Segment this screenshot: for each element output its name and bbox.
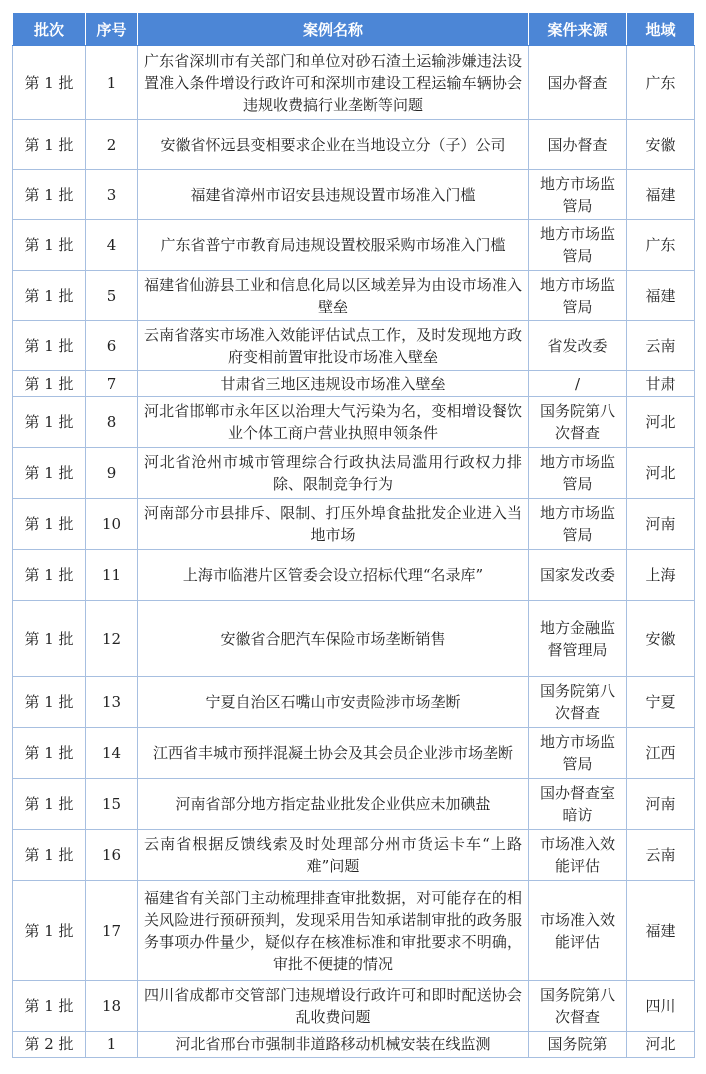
cell-region: 安徽 xyxy=(627,120,695,170)
cell-name: 安徽省合肥汽车保险市场垄断销售 xyxy=(138,601,529,677)
cell-batch: 第 1 批 xyxy=(13,170,86,220)
cell-batch: 第 1 批 xyxy=(13,448,86,499)
cell-batch: 第 1 批 xyxy=(13,271,86,321)
cell-region: 河南 xyxy=(627,779,695,830)
cell-name: 上海市临港片区管委会设立招标代理“名录库” xyxy=(138,550,529,601)
header-source: 案件来源 xyxy=(529,13,627,46)
cell-name: 河南部分市县排斥、限制、打压外埠食盐批发企业进入当地市场 xyxy=(138,499,529,550)
header-name: 案例名称 xyxy=(138,13,529,46)
cell-source: 国务院第 xyxy=(529,1032,627,1058)
table-row xyxy=(13,981,695,1032)
cell-seq: 1 xyxy=(86,1032,138,1058)
table-row xyxy=(13,120,695,170)
cell-source: 国务院第八次督查 xyxy=(529,981,627,1032)
table-row xyxy=(13,448,695,499)
cell-name: 云南省根据反馈线索及时处理部分州市货运卡车“上路难”问题 xyxy=(138,830,529,881)
cell-source: 省发改委 xyxy=(529,321,627,371)
cell-seq: 16 xyxy=(86,830,138,881)
cell-name: 河北省邢台市强制非道路移动机械安装在线监测 xyxy=(138,1032,529,1058)
cell-batch: 第 1 批 xyxy=(13,499,86,550)
cell-region: 广东 xyxy=(627,46,695,120)
cell-region: 安徽 xyxy=(627,601,695,677)
cell-source: 国务院第八次督查 xyxy=(529,397,627,448)
cell-name: 福建省仙游县工业和信息化局以区域差异为由设市场准入壁垒 xyxy=(138,271,529,321)
table-row xyxy=(13,677,695,728)
cell-seq: 7 xyxy=(86,371,138,397)
cell-region: 江西 xyxy=(627,728,695,779)
cell-batch: 第 1 批 xyxy=(13,677,86,728)
cell-seq: 2 xyxy=(86,120,138,170)
cell-source: 国家发改委 xyxy=(529,550,627,601)
cell-region: 宁夏 xyxy=(627,677,695,728)
cell-region: 福建 xyxy=(627,271,695,321)
table-row xyxy=(13,170,695,220)
cell-seq: 15 xyxy=(86,779,138,830)
cell-name: 河南省部分地方指定盐业批发企业供应未加碘盐 xyxy=(138,779,529,830)
cell-seq: 4 xyxy=(86,220,138,271)
table-row xyxy=(13,728,695,779)
cell-batch: 第 1 批 xyxy=(13,46,86,120)
cell-name: 广东省深圳市有关部门和单位对砂石渣土运输涉嫌违法设置准入条件增设行政许可和深圳市建设工程运输车辆协会违规收费搞行业垄断等问题 xyxy=(138,46,529,120)
cell-batch: 第 1 批 xyxy=(13,881,86,981)
cell-name: 福建省有关部门主动梳理排查审批数据，对可能存在的相关风险进行预研预判，发现采用告知承诺制审批的政务服务事项办件量少，疑似存在核准标准和审批要求不明确，审批不便捷的情况 xyxy=(138,881,529,981)
cell-seq: 3 xyxy=(86,170,138,220)
cell-region: 河北 xyxy=(627,448,695,499)
cell-name: 甘肃省三地区违规设市场准入壁垒 xyxy=(138,371,529,397)
case-table xyxy=(12,12,695,1058)
cell-batch: 第 2 批 xyxy=(13,1032,86,1058)
cell-seq: 11 xyxy=(86,550,138,601)
cell-batch: 第 1 批 xyxy=(13,550,86,601)
table-row xyxy=(13,779,695,830)
header-region: 地域 xyxy=(627,13,695,46)
cell-seq: 12 xyxy=(86,601,138,677)
cell-seq: 13 xyxy=(86,677,138,728)
cell-region: 河北 xyxy=(627,397,695,448)
table-row xyxy=(13,271,695,321)
cell-name: 江西省丰城市预拌混凝土协会及其会员企业涉市场垄断 xyxy=(138,728,529,779)
cell-source: 市场准入效能评估 xyxy=(529,830,627,881)
cell-source: 地方市场监管局 xyxy=(529,448,627,499)
cell-source: 国办督查室暗访 xyxy=(529,779,627,830)
table-header xyxy=(13,13,695,46)
table-row xyxy=(13,499,695,550)
cell-batch: 第 1 批 xyxy=(13,120,86,170)
cell-name: 安徽省怀远县变相要求企业在当地设立分（子）公司 xyxy=(138,120,529,170)
cell-region: 福建 xyxy=(627,881,695,981)
table-row xyxy=(13,371,695,397)
table-body xyxy=(13,46,695,1058)
cell-region: 上海 xyxy=(627,550,695,601)
cell-source: 地方市场监管局 xyxy=(529,728,627,779)
table-row xyxy=(13,881,695,981)
cell-source: 地方金融监督管理局 xyxy=(529,601,627,677)
cell-batch: 第 1 批 xyxy=(13,371,86,397)
cell-source: 地方市场监管局 xyxy=(529,170,627,220)
cell-region: 甘肃 xyxy=(627,371,695,397)
cell-name: 广东省普宁市教育局违规设置校服采购市场准入门槛 xyxy=(138,220,529,271)
cell-source: 地方市场监管局 xyxy=(529,271,627,321)
cell-source: 国办督查 xyxy=(529,120,627,170)
cell-seq: 14 xyxy=(86,728,138,779)
cell-seq: 6 xyxy=(86,321,138,371)
cell-name: 云南省落实市场准入效能评估试点工作，及时发现地方政府变相前置审批设市场准入壁垒 xyxy=(138,321,529,371)
table-row xyxy=(13,601,695,677)
cell-name: 四川省成都市交管部门违规增设行政许可和即时配送协会乱收费问题 xyxy=(138,981,529,1032)
cell-name: 河北省邯郸市永年区以治理大气污染为名，变相增设餐饮业个体工商户营业执照申领条件 xyxy=(138,397,529,448)
cell-seq: 17 xyxy=(86,881,138,981)
table-row xyxy=(13,321,695,371)
cell-batch: 第 1 批 xyxy=(13,220,86,271)
cell-batch: 第 1 批 xyxy=(13,321,86,371)
table-row xyxy=(13,550,695,601)
cell-batch: 第 1 批 xyxy=(13,728,86,779)
cell-source: 国办督查 xyxy=(529,46,627,120)
cell-region: 河北 xyxy=(627,1032,695,1058)
cell-seq: 10 xyxy=(86,499,138,550)
cell-region: 四川 xyxy=(627,981,695,1032)
table-row xyxy=(13,397,695,448)
cell-name: 宁夏自治区石嘴山市安责险涉市场垄断 xyxy=(138,677,529,728)
cell-seq: 1 xyxy=(86,46,138,120)
cell-name: 河北省沧州市城市管理综合行政执法局滥用行政权力排除、限制竞争行为 xyxy=(138,448,529,499)
cell-name: 福建省漳州市诏安县违规设置市场准入门槛 xyxy=(138,170,529,220)
cell-seq: 8 xyxy=(86,397,138,448)
cell-seq: 18 xyxy=(86,981,138,1032)
cell-region: 福建 xyxy=(627,170,695,220)
cell-region: 河南 xyxy=(627,499,695,550)
table-row xyxy=(13,830,695,881)
table-row xyxy=(13,46,695,120)
cell-batch: 第 1 批 xyxy=(13,779,86,830)
cell-source: 市场准入效能评估 xyxy=(529,881,627,981)
cell-source: 国务院第八次督查 xyxy=(529,677,627,728)
cell-batch: 第 1 批 xyxy=(13,981,86,1032)
case-table-container xyxy=(12,12,694,1058)
cell-batch: 第 1 批 xyxy=(13,601,86,677)
header-seq: 序号 xyxy=(86,13,138,46)
table-row xyxy=(13,220,695,271)
cell-region: 广东 xyxy=(627,220,695,271)
cell-source: 地方市场监管局 xyxy=(529,499,627,550)
cell-seq: 5 xyxy=(86,271,138,321)
header-batch: 批次 xyxy=(13,13,86,46)
cell-seq: 9 xyxy=(86,448,138,499)
cell-batch: 第 1 批 xyxy=(13,397,86,448)
cell-source: / xyxy=(529,371,627,397)
cell-region: 云南 xyxy=(627,830,695,881)
header-row xyxy=(13,13,695,46)
table-row xyxy=(13,1032,695,1058)
cell-batch: 第 1 批 xyxy=(13,830,86,881)
cell-source: 地方市场监管局 xyxy=(529,220,627,271)
cell-region: 云南 xyxy=(627,321,695,371)
